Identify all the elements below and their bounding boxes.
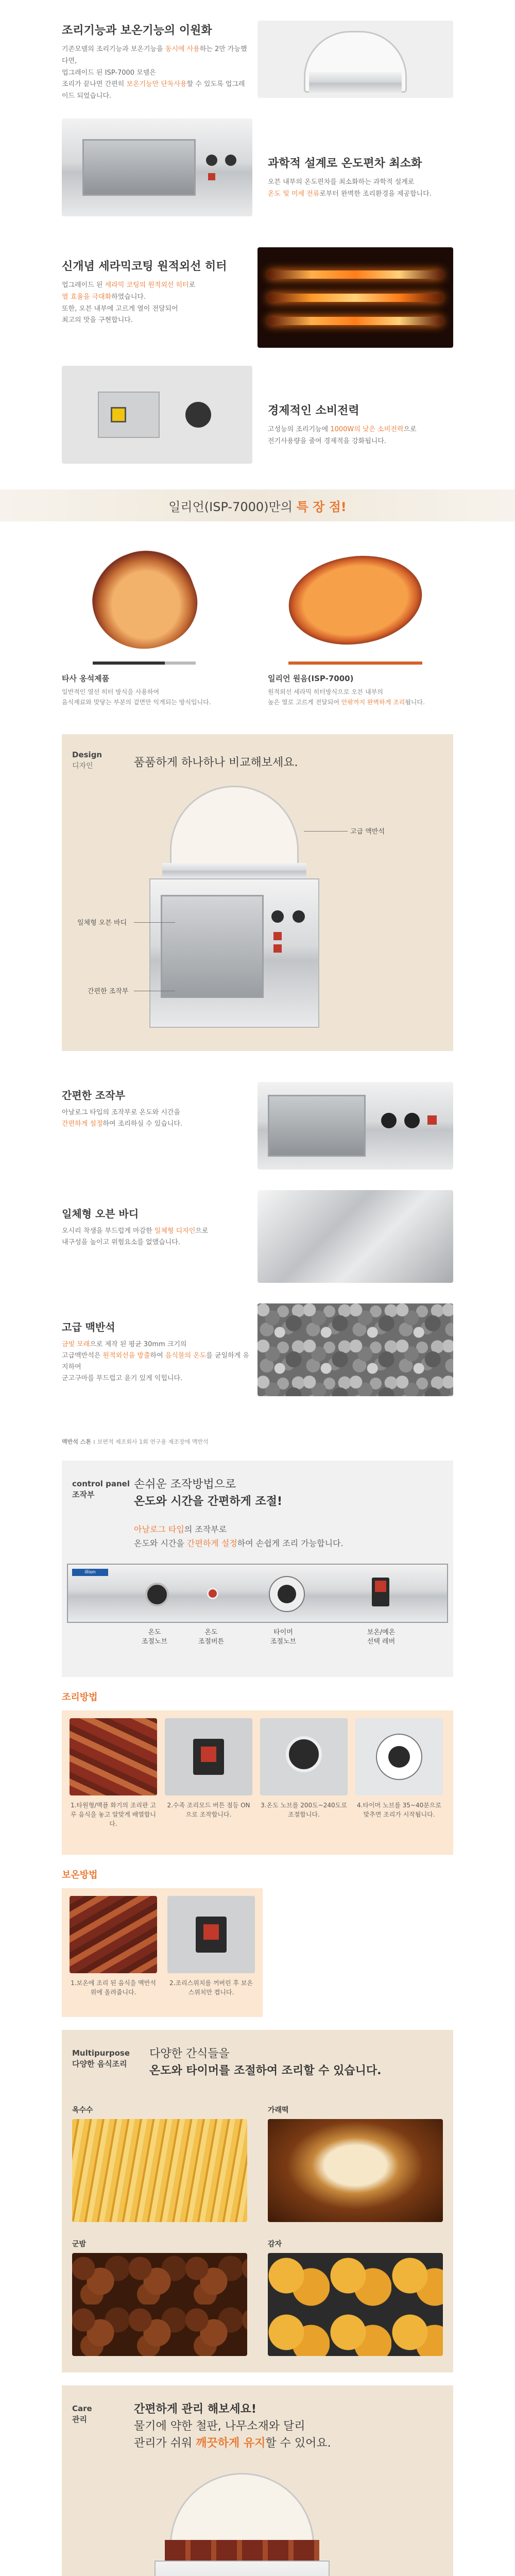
oven-door xyxy=(161,895,264,998)
panel xyxy=(98,392,160,438)
power-switch xyxy=(111,407,126,422)
heater-bar xyxy=(268,317,443,325)
mode-switch[interactable] xyxy=(372,1578,389,1606)
feature-desc: 고성능의 조리기능에 1000W의 낮은 소비전력으로 전기사용량을 줄여 경제적을 강화됩니다. xyxy=(268,426,417,445)
compare-desc: 일반적인 열선 히터 방식을 사용하여 음식재료와 맞닿는 부분의 겉면만 익게되는 방식입니다. xyxy=(62,688,211,706)
feature-title: 신개념 세라믹코팅 원적외선 히터 xyxy=(62,260,227,273)
banner-text: 일리언(ISP-7000)만의 xyxy=(168,499,293,514)
body-photo xyxy=(258,1190,453,1283)
feature-title: 경제적인 소비전력 xyxy=(268,404,359,417)
temp-button[interactable] xyxy=(207,1588,218,1599)
cook-method-title: 조리방법 xyxy=(62,1692,98,1703)
label-timer-knob: 타이머 조절노브 xyxy=(270,1629,297,1646)
design-section xyxy=(62,734,453,1051)
oven-top xyxy=(309,72,402,93)
compare-title: 타사 옹석제품 xyxy=(62,674,110,683)
multi-tag: Multipurpose 다양한 음식조리 xyxy=(72,2048,130,2069)
care-tag: Care 관리 xyxy=(72,2404,92,2424)
food-item: 감자 xyxy=(268,2239,443,2356)
label-temp-button: 온도 조절버튼 xyxy=(198,1629,225,1646)
control-panel-section xyxy=(62,1461,453,1677)
detail-title: 일체형 오븐 바디 xyxy=(62,1208,139,1220)
oven-panel xyxy=(271,910,313,967)
callout-window: 고급 액반석 xyxy=(350,828,385,836)
controls xyxy=(206,155,237,185)
care-section xyxy=(62,2385,453,2576)
feature-heater xyxy=(0,227,515,355)
detail-desc: 금빛 모래으로 제작 된 평균 30mm 크기의 고급맥반석은 원적외선을 방출하여 음식물의 온도를 균일하게 유지하여 군고구마를 부드럽고 윤기 있게 익힙니다. xyxy=(62,1341,249,1383)
care-headline: 간편하게 관리 해보세요! 물기에 약한 철판, 나무소재와 달리 관리가 쉬워 깨끗하게 유지할 수 있어요. xyxy=(134,2403,331,2450)
feature-temperature xyxy=(0,108,515,227)
compare-competitor xyxy=(62,541,247,708)
feature-title: 과학적 설계로 온도편차 최소화 xyxy=(268,157,422,170)
stone-note: 맥반석 스톤 : 보편적 제조회사 1회 연구용 제조장에 맥반석 xyxy=(62,1438,209,1445)
comparison-section xyxy=(0,531,515,726)
warm-method-title: 보온방법 xyxy=(62,1870,98,1880)
compare-desc: 원적외선 세라믹 히터방식으로 오븐 내부의 높은 열로 고르게 전달되어 안팎까지 완벽하게 조리됩니다. xyxy=(268,688,425,706)
oven-image xyxy=(62,118,252,216)
product-image xyxy=(258,21,453,98)
heater-image xyxy=(258,247,453,348)
feature-desc: 업그레이드 된 세라믹 코팅의 원적외선 히터로 열 효율을 극대화하였습니다. 또한, 오븐 내부에 고르게 열이 전달되어 최고의 맛을 구현합니다. xyxy=(62,281,196,325)
detail-body xyxy=(0,1185,515,1288)
detail-stone xyxy=(0,1298,515,1401)
oven-door xyxy=(82,139,196,196)
food-item: 옥수수 xyxy=(72,2105,247,2222)
heater-bar xyxy=(268,270,443,279)
cook-step: 3.온도 노브를 200도~240도로 조절합니다. xyxy=(260,1718,348,1819)
cp-desc: 아날로그 타입의 조작부로 온도와 시간을 간편하게 설정하여 손쉽게 조리 가능합니다. xyxy=(134,1524,344,1549)
design-headline: 품품하게 하나하나 비교해보세요. xyxy=(134,756,298,769)
callout-line xyxy=(304,831,348,832)
cook-step: 1.타원형/맥플 화기의 조리판 고루 음식을 놓고 알맞게 배열합니다. xyxy=(70,1718,157,1828)
oven-body xyxy=(149,878,319,1028)
compare-illion xyxy=(268,541,464,708)
cook-steps xyxy=(62,1710,453,1855)
power-image xyxy=(62,366,252,464)
cook-method-section xyxy=(62,1690,453,1855)
brand-badge: illion xyxy=(72,1569,108,1576)
callout-panel: 간편한 조작부 xyxy=(88,988,129,995)
multipurpose-section xyxy=(62,2030,453,2372)
oven-illustration xyxy=(149,786,319,1033)
feature-desc: 오븐 내부의 온도편차를 최소화하는 과학적 설계로 온도 및 미세 전류로부터 완벽한 조리환경을 제공합니다. xyxy=(268,178,432,198)
knob xyxy=(185,402,211,428)
detail-title: 간편한 조작부 xyxy=(62,1089,125,1101)
detail-desc: 오시리 착생을 부드럽게 마감한 일체형 디자인으로 내구성을 높이고 위험요소를 없앴습니다. xyxy=(62,1227,209,1247)
design-tag: Design 디자인 xyxy=(72,750,102,770)
control-photo xyxy=(258,1082,453,1170)
care-illustration xyxy=(139,2473,376,2576)
timer-dial xyxy=(269,1576,305,1612)
sweet-potato-image xyxy=(62,541,232,659)
warm-method-section xyxy=(62,1868,453,2017)
feature-dual-function xyxy=(0,0,515,108)
food-item: 군밤 xyxy=(72,2239,247,2356)
feature-desc: 기존모델의 조리기능과 보온기능을 동시에 사용하는 2만 가능했다면, 업그레이드 된 ISP-7000 모델은 조리가 끝나면 간편히 보온기능만 단독사용할 수 있도록 업그레이드 되었습니다. xyxy=(62,45,247,100)
warm-step: 1.보온에 조리 된 음식을 맥반석 위에 올려줍니다. xyxy=(70,1896,157,1997)
label-mode-lever: 보온/예온 선택 레버 xyxy=(367,1629,396,1646)
food-item: 가래떡 xyxy=(268,2105,443,2222)
multi-headline: 다양한 간식들을 온도와 타이머를 조절하여 조리할 수 있습니다. xyxy=(149,2047,382,2077)
cook-step: 4.타이머 노브를 35~40분으로 맞추면 조리가 시작됩니다. xyxy=(355,1718,443,1819)
heater-bar xyxy=(268,294,443,302)
warm-step: 2.조리스위치를 꺼버린 후 보온스위치만 켭니다. xyxy=(167,1896,255,1997)
glass-dome xyxy=(170,786,299,873)
detail-desc: 아날로그 타입의 조작부로 온도와 시간을 간편하게 설정하여 조리하실 수 있습니다. xyxy=(62,1109,183,1128)
timer-knob[interactable] xyxy=(278,1585,296,1603)
cp-tag: control panel 조작부 xyxy=(72,1479,130,1499)
stone-tray xyxy=(162,863,306,878)
cp-headline: 손쉬운 조작방법으로 온도와 시간을 간편하게 조절! xyxy=(134,1478,283,1508)
heat-bar xyxy=(93,662,196,665)
label-temp-knob: 온도 조절노브 xyxy=(141,1629,168,1646)
banner-accent: 특 장 점! xyxy=(296,499,347,514)
detail-title: 고급 맥반석 xyxy=(62,1321,115,1333)
warm-steps xyxy=(62,1888,263,2017)
cook-step: 2.수족 조리모드 버튼 점등 ON 으로 조작합니다. xyxy=(165,1718,252,1819)
callout-body: 일체형 오븐 바디 xyxy=(77,919,127,927)
temp-knob[interactable] xyxy=(145,1583,169,1606)
compare-title: 일리언 원음(ISP-7000) xyxy=(268,674,354,683)
heat-bar xyxy=(288,662,422,665)
feature-banner xyxy=(0,489,515,521)
callout-line xyxy=(134,922,175,923)
control-panel-image xyxy=(67,1564,448,1623)
sweet-potato-image xyxy=(268,541,443,659)
detail-control xyxy=(0,1077,515,1180)
feature-power xyxy=(0,355,515,474)
stone-photo xyxy=(258,1303,453,1396)
feature-title: 조리기능과 보온기능의 이원화 xyxy=(62,24,212,37)
